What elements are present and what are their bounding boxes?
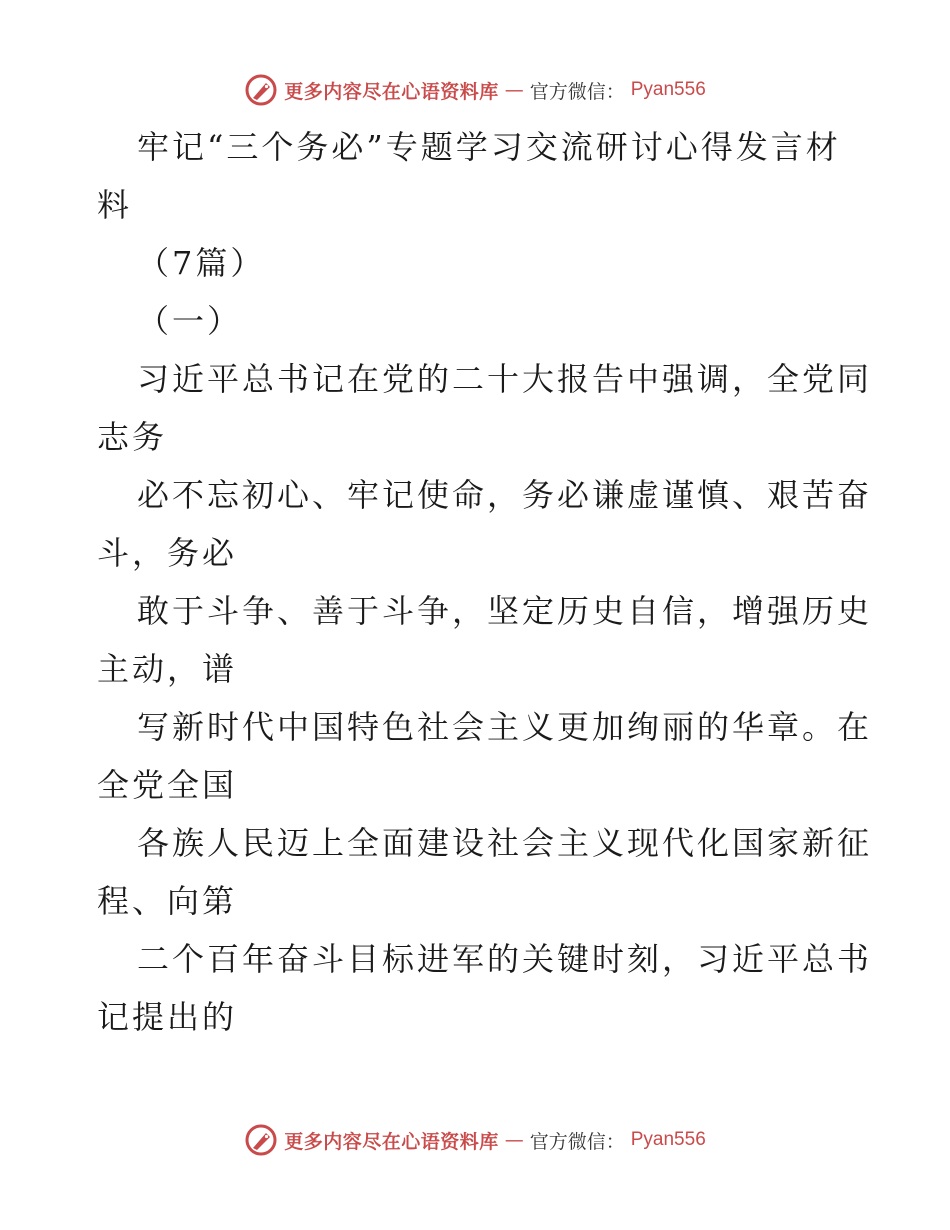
footer-banner <box>0 1120 950 1160</box>
banner-text: 更多内容尽在心语资料库 <box>284 1130 499 1153</box>
text-line: 记提出的 <box>97 998 238 1036</box>
text-line: 程、向第 <box>97 882 238 920</box>
banner-dash: — <box>504 79 524 101</box>
text-line: 必不忘初心、牢记使命，务必谦虚谨慎、艰苦奋 <box>137 476 873 514</box>
banner-official-label: 官方微信： <box>529 80 625 103</box>
text-line: 料 <box>97 186 133 224</box>
text-line: 志务 <box>97 418 168 456</box>
text-line: 斗，务必 <box>97 534 238 572</box>
text-line: 主动，谱 <box>97 650 238 688</box>
text-line: 各族人民迈上全面建设社会主义现代化国家新征 <box>137 824 873 862</box>
text-line: 敢于斗争、善于斗争，坚定历史自信，增强历史 <box>137 592 873 630</box>
banner-wechat-id: Pyan556 <box>630 79 706 100</box>
banner-text: 更多内容尽在心语资料库 <box>284 80 499 103</box>
text-line: 牢记“三个务必”专题学习交流研讨心得发言材 <box>137 128 841 166</box>
pen-nib-logo-icon <box>244 73 278 107</box>
text-line: 习近平总书记在党的二十大报告中强调，全党同 <box>137 360 873 398</box>
text-line: （7篇） <box>137 244 266 282</box>
text-line: 全党全国 <box>97 766 238 804</box>
banner-official-label: 官方微信： <box>529 1130 625 1153</box>
banner-wechat-id: Pyan556 <box>630 1129 706 1150</box>
header-banner <box>0 70 950 110</box>
pen-nib-logo-icon <box>244 1123 278 1157</box>
document-body <box>97 118 873 1046</box>
banner-dash: — <box>504 1129 524 1151</box>
text-line: 二个百年奋斗目标进军的关键时刻，习近平总书 <box>137 940 873 978</box>
text-line: 写新时代中国特色社会主义更加绚丽的华章。在 <box>137 708 873 746</box>
text-line: （一） <box>137 302 243 340</box>
